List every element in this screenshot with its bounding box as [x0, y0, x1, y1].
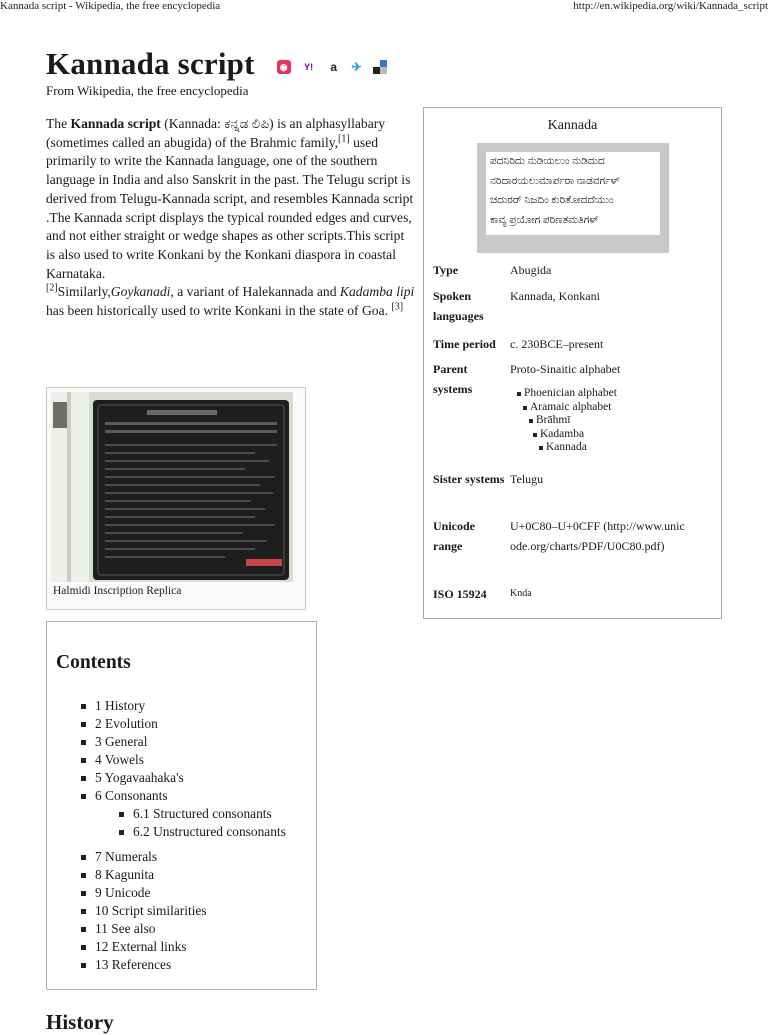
- toc-item[interactable]: 5 Yogavaahaka's: [81, 769, 286, 787]
- intro-paragraph: [46, 115, 416, 321]
- toc-item[interactable]: 4 Vowels: [81, 751, 286, 769]
- infobox-value[interactable]: Kannada, Konkani: [510, 289, 600, 303]
- twitter-icon[interactable]: ✈: [351, 60, 362, 74]
- parent-chain-item[interactable]: Phoenician alphabet: [524, 387, 720, 401]
- delicious-icon[interactable]: [373, 60, 387, 74]
- infobox-label: Parent systems: [433, 362, 473, 396]
- parent-chain-item[interactable]: Aramaic alphabet: [530, 401, 720, 415]
- infobox-label: Spoken languages: [433, 289, 484, 323]
- reference-link[interactable]: [3]: [391, 301, 404, 313]
- yahoo-icon[interactable]: Y!: [304, 62, 314, 72]
- parent-chain-item[interactable]: Kadamba: [540, 428, 720, 442]
- toc-item[interactable]: 1 History: [81, 697, 286, 715]
- social-share-icon[interactable]: ◉: [277, 60, 291, 74]
- infobox-title: Kannada: [547, 118, 598, 133]
- share-toolbar: [277, 60, 396, 74]
- script-sample-image[interactable]: [477, 143, 669, 253]
- toc-item[interactable]: 9 Unicode: [81, 884, 286, 902]
- toc-sub-item[interactable]: 6.1 Structured consonants: [119, 805, 286, 823]
- infobox-label: Time period: [433, 337, 496, 351]
- image-thumbnail: [46, 387, 306, 610]
- parent-chain-item: Kannada: [546, 441, 720, 455]
- toc-item[interactable]: 8 Kagunita: [81, 866, 286, 884]
- infobox: [423, 107, 722, 619]
- print-header-title: Kannada script - Wikipedia, the free encyclopedia: [0, 0, 221, 12]
- sample-line: ಕಾವ್ಯ ಪ್ರಯೋಗ ಪರಿಣತಮತಿಗಳ್: [490, 214, 599, 226]
- toc-title: Contents: [56, 652, 131, 673]
- infobox-label: Type: [433, 263, 459, 277]
- infobox-value[interactable]: Abugida: [510, 263, 552, 277]
- toc-item[interactable]: 11 See also: [81, 920, 286, 938]
- script-sample-text: [486, 152, 660, 235]
- toc-item[interactable]: 2 Evolution: [81, 715, 286, 733]
- infobox-label: ISO 15924: [433, 587, 487, 601]
- toc-item[interactable]: 13 References: [81, 956, 286, 974]
- page-title: Kannada script: [46, 46, 255, 81]
- tagline: From Wikipedia, the free encyclopedia: [46, 83, 249, 98]
- print-header-url: http://en.wikipedia.org/wiki/Kannada_script: [573, 0, 768, 12]
- intro-span: Similarly,: [57, 284, 111, 300]
- parent-chain: [510, 387, 720, 455]
- intro-text: [46, 115, 416, 321]
- toc-item[interactable]: 10 Script similarities: [81, 902, 286, 920]
- toc-list: [81, 697, 286, 974]
- infobox-value: c. 230BCE–present: [510, 337, 604, 351]
- parent-chain-item[interactable]: Brāhmī: [536, 414, 720, 428]
- toc-sub-item[interactable]: 6.2 Unstructured consonants: [119, 823, 286, 841]
- infobox-value: [510, 359, 720, 455]
- sample-line: ಚದುರರ್ ನಿಜದಿಂ ಕುರಿತೋದದೆಯುಂ: [490, 195, 614, 206]
- halmidi-inscription-photo[interactable]: [51, 392, 293, 582]
- intro-span: The: [46, 116, 71, 131]
- toc-item[interactable]: 7 Numerals: [81, 848, 286, 866]
- infobox-value: Knda: [510, 588, 532, 599]
- infobox-value[interactable]: U+0C80–U+0CFF (http://www.unicode.org/charts/PDF/U0C80.pdf): [510, 519, 685, 553]
- sample-line: ಪದನಿರಿದು ನುಡಿಯಲುಂ ನುಡಿದುದ: [490, 156, 605, 167]
- title-row: [46, 44, 396, 84]
- parent-root[interactable]: Proto-Sinaitic alphabet: [510, 362, 621, 376]
- toc-sub-list: [119, 805, 286, 841]
- intro-span: , a variant of Halekannada and: [170, 284, 340, 300]
- kadamba-term: Kadamba lipi: [339, 284, 415, 300]
- toc-item[interactable]: 6 Consonants: [81, 787, 286, 805]
- sample-line: ನರಿದಾರಯಲುಮಾರ್ಪರಾ ನಾಡವರ್ಗಳ್: [490, 175, 620, 187]
- intro-bold-term: Kannada script: [70, 116, 161, 131]
- toc-sub-wrapper: [81, 805, 286, 841]
- toc-item[interactable]: 12 External links: [81, 938, 286, 956]
- toc-item[interactable]: 3 General: [81, 733, 286, 751]
- reference-link[interactable]: [2]: [46, 282, 58, 294]
- image-caption: Halmidi Inscription Replica: [53, 585, 182, 597]
- print-header: [0, 0, 768, 14]
- amazon-icon[interactable]: a: [330, 60, 337, 74]
- intro-span: (Kannada: ಕನ್ನಡ ಲಿಪಿ) is an alphasyllabary (sometimes called an abugida) of the Brahmic family,: [46, 116, 386, 150]
- section-heading-history: History: [46, 1010, 114, 1034]
- infobox-value[interactable]: Telugu: [510, 472, 544, 486]
- infobox-label: Unicode range: [433, 519, 475, 553]
- goykanadi-term: Goykanadi: [110, 284, 171, 300]
- reference-link[interactable]: [1]: [338, 133, 350, 145]
- table-of-contents: [46, 621, 317, 990]
- intro-span: used primarily to write the Kannada language, one of the southern language in India and also Sanskrit in the past. The Telugu script is derived from Telugu-Kannada script, and resembles Kannada script .The Kannada script displays the typical rounded edges and curves, and not either straight or wedge shapes as other scripts.This script is also used to write Konkani by the Konkani diaspora in coastal Karnataka.: [46, 134, 414, 281]
- intro-span: has been historically used to write Konkani in the state of Goa.: [46, 303, 389, 319]
- infobox-label: Sister systems: [433, 472, 505, 486]
